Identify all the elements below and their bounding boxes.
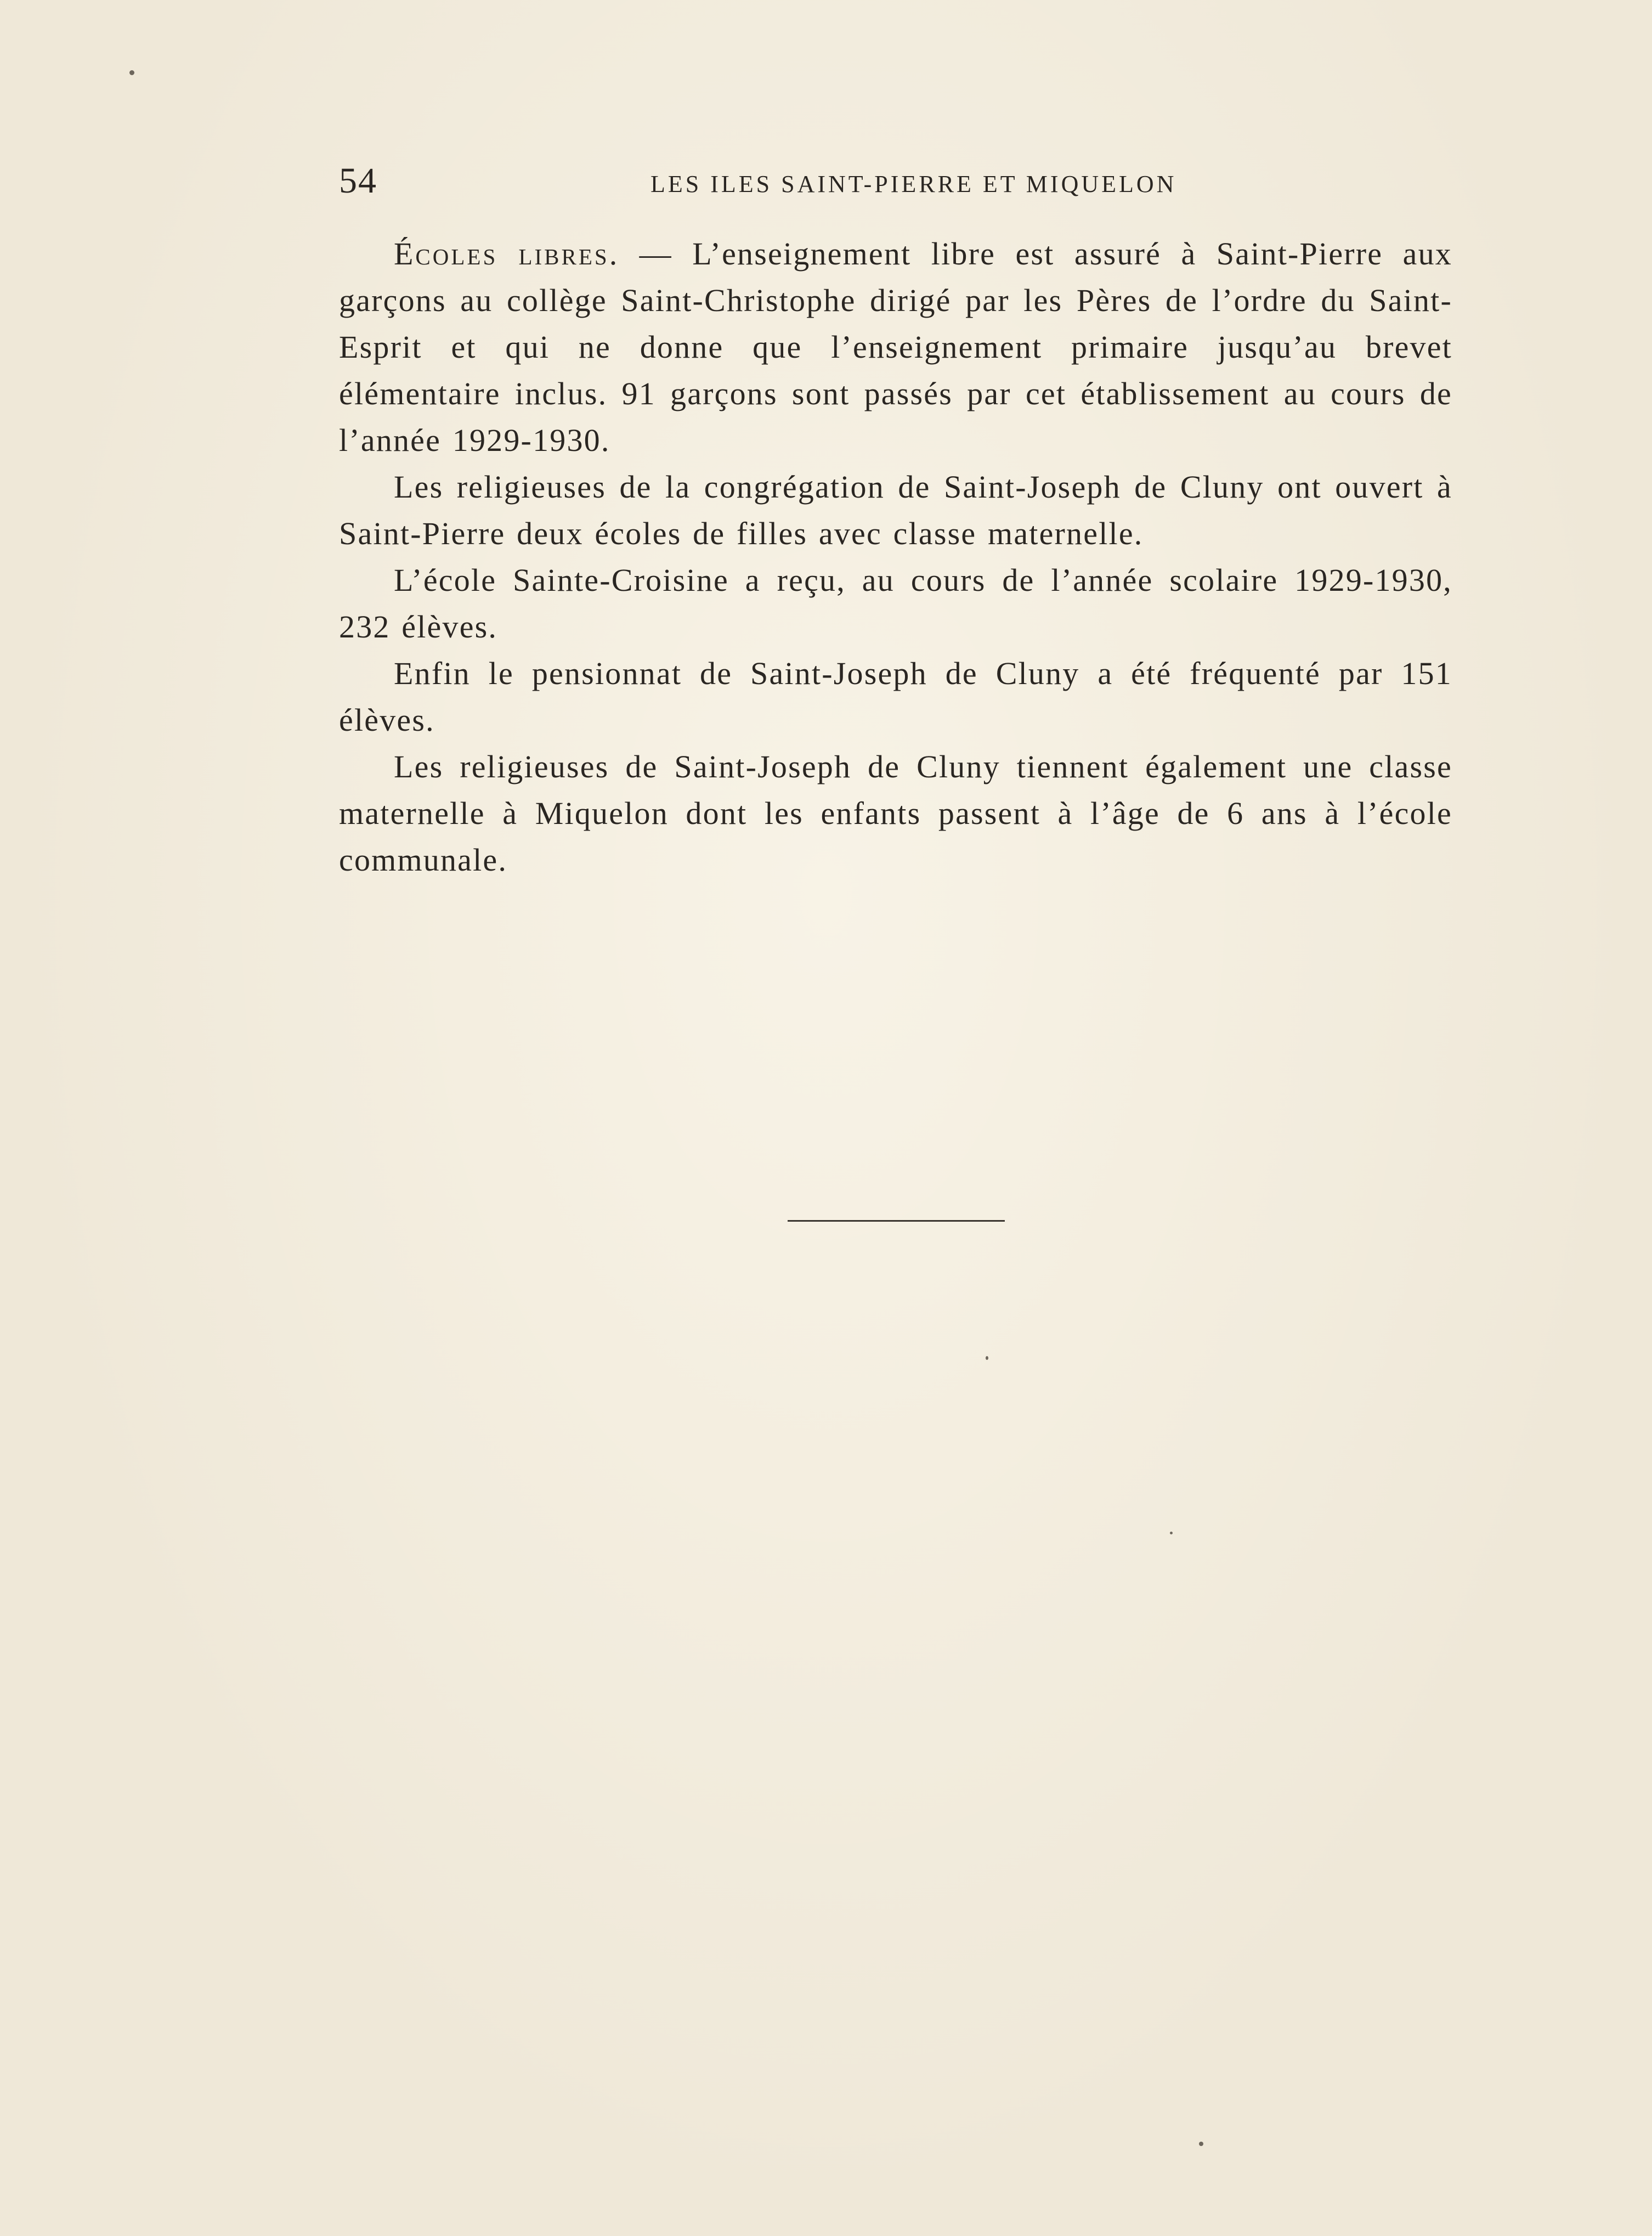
paragraph-4: Enfin le pensionnat de Saint-Joseph de Cluny a été fréquenté par 151 élèves. — [339, 656, 1452, 738]
end-rule — [788, 1220, 1005, 1222]
paragraph-3: L’école Sainte-Croisine a reçu, au cours de l’année scolaire 1929-1930, 232 élèves. — [339, 562, 1452, 645]
running-title: LES ILES SAINT-PIERRE ET MIQUELON — [650, 171, 1177, 197]
paper-speck — [129, 70, 134, 75]
paragraph-5: Les religieuses de Saint-Joseph de Cluny tiennent également une classe maternelle à Miquelon dont les enfants passent à l’âge de 6 ans à l’école communale. — [339, 749, 1452, 878]
paragraph-2: Les religieuses de la congrégation de Saint-Joseph de Cluny ont ouvert à Saint-Pierre deux écoles de filles avec classe maternelle. — [339, 469, 1452, 551]
running-head — [339, 160, 1452, 210]
page-number: 54 — [339, 161, 377, 201]
paragraph-1-text: — L’enseignement libre est assuré à Saint-Pierre aux garçons au collège Saint-Christophe dirigé par les Pères de l’ordre du Saint-Esprit et qui ne donne que l’enseignement primaire jusqu’au brevet élémentaire inclus. 91 garçons sont passés par cet établissement au cours de l’année 1929-1930. — [339, 236, 1452, 458]
paper-speck — [1199, 2142, 1203, 2146]
section-heading: Écoles libres. — [394, 236, 620, 272]
paragraph-ecoles-libres — [339, 230, 1452, 464]
paper-speck — [1170, 1532, 1173, 1534]
body-text — [339, 230, 1452, 883]
paper-speck — [986, 1356, 988, 1360]
